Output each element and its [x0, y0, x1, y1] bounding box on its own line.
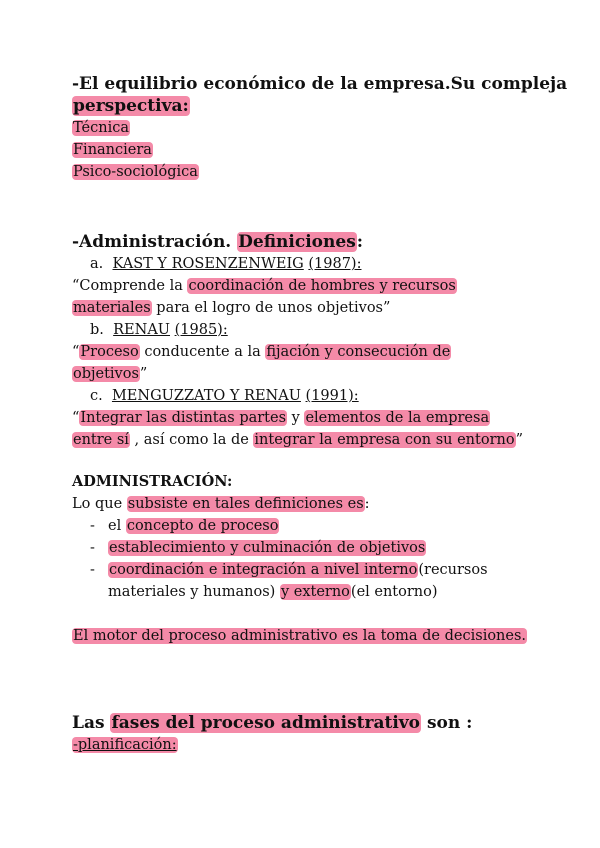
section-title: [72, 231, 523, 253]
title-text: -Administración.: [72, 232, 238, 252]
definition-quote-line: [72, 407, 523, 429]
highlighted-text: Proceso: [80, 344, 139, 360]
highlighted-text: fijación y consecución de: [266, 344, 451, 360]
list-item: [72, 139, 567, 161]
definition-author-line: [72, 319, 523, 341]
highlighted-text: Técnica: [73, 120, 129, 136]
highlighted-text: subsiste en tales definiciones es: [127, 496, 364, 512]
author-name: RENAU: [113, 322, 171, 338]
text: ”: [139, 366, 148, 382]
list-item: [72, 161, 567, 183]
definition-quote-line: [72, 363, 523, 385]
definition-author-line: [72, 385, 523, 407]
list-marker: c.: [90, 388, 103, 404]
section-fases: [72, 712, 472, 756]
section-definiciones: [72, 231, 523, 451]
text: (el entorno): [350, 584, 438, 600]
text: el: [108, 518, 126, 534]
highlighted-text: El motor del proceso administrativo es la toma de decisiones.: [73, 628, 527, 644]
text: ”: [515, 432, 524, 448]
author-year: (1991):: [305, 388, 359, 404]
highlighted-text: coordinación de hombres y recursos: [188, 278, 456, 294]
bullet-marker: -: [90, 540, 95, 556]
list-marker: b.: [90, 322, 104, 338]
section-title: [72, 712, 472, 734]
highlighted-text: -planificación:: [73, 737, 177, 753]
text: (recursos: [418, 562, 488, 578]
highlighted-text: entre sí: [73, 432, 129, 448]
author-name: MENGUZZATO Y RENAU: [111, 388, 301, 404]
highlighted-text: Psico-sociológica: [73, 164, 198, 180]
definitions-list: [72, 253, 523, 451]
definition-quote-line: [72, 341, 523, 363]
text: :: [364, 496, 370, 512]
list-marker: a.: [90, 256, 104, 272]
highlighted-text: y externo: [280, 584, 350, 600]
title-text: Las: [72, 713, 111, 733]
bullet-item: [72, 559, 488, 581]
highlighted-text: Financiera: [73, 142, 152, 158]
bullet-marker: -: [90, 562, 95, 578]
text: “Comprende la: [72, 278, 188, 294]
highlighted-text: fases del proceso administrativo: [111, 713, 421, 733]
author-year: (1987):: [308, 256, 362, 272]
bullet-marker: -: [90, 518, 95, 534]
section-administracion: [72, 471, 488, 603]
author-name: KAST Y ROSENZENWEIG: [112, 256, 304, 272]
title-text: -El equilibrio económico de la empresa.Su compleja: [72, 74, 568, 94]
highlighted-text: Definiciones: [238, 232, 356, 252]
bullet-item: [72, 537, 488, 559]
text: conducente a la: [139, 344, 266, 360]
text: Lo que: [72, 496, 127, 512]
title-suffix: son :: [421, 713, 473, 733]
highlighted-text: elementos de la empresa: [305, 410, 490, 426]
highlighted-text: materiales: [73, 300, 151, 316]
highlighted-text: establecimiento y culminación de objetivos: [109, 540, 426, 556]
text: “: [72, 410, 80, 426]
definition-quote-line: [72, 275, 523, 297]
section-title: [72, 73, 567, 95]
definition-quote-line: [72, 297, 523, 319]
text: materiales y humanos): [108, 584, 280, 600]
definition-quote-line: [72, 429, 523, 451]
motor-line: [72, 625, 527, 647]
text: “: [72, 344, 80, 360]
list-item: [72, 117, 567, 139]
author-year: (1985):: [174, 322, 228, 338]
phase-item: [72, 734, 472, 756]
bullet-continuation: [72, 581, 488, 603]
intro-line: [72, 493, 488, 515]
highlighted-text: objetivos: [73, 366, 139, 382]
text: y: [287, 410, 305, 426]
highlighted-text: integrar la empresa con su entorno: [254, 432, 515, 448]
section-heading: ADMINISTRACIÓN:: [72, 473, 233, 490]
title-continuation: [72, 95, 567, 117]
highlighted-text: concepto de proceso: [126, 518, 279, 534]
title-suffix: :: [356, 232, 364, 252]
highlighted-text: Integrar las distintas partes: [80, 410, 287, 426]
definition-author-line: [72, 253, 523, 275]
highlighted-text: perspectiva:: [73, 96, 189, 116]
section-equilibrio: [72, 73, 567, 183]
bullet-item: [72, 515, 488, 537]
highlighted-text: coordinación e integración a nivel interno: [109, 562, 418, 578]
text: , así como la de: [129, 432, 254, 448]
text: para el logro de unos objetivos”: [151, 300, 391, 316]
